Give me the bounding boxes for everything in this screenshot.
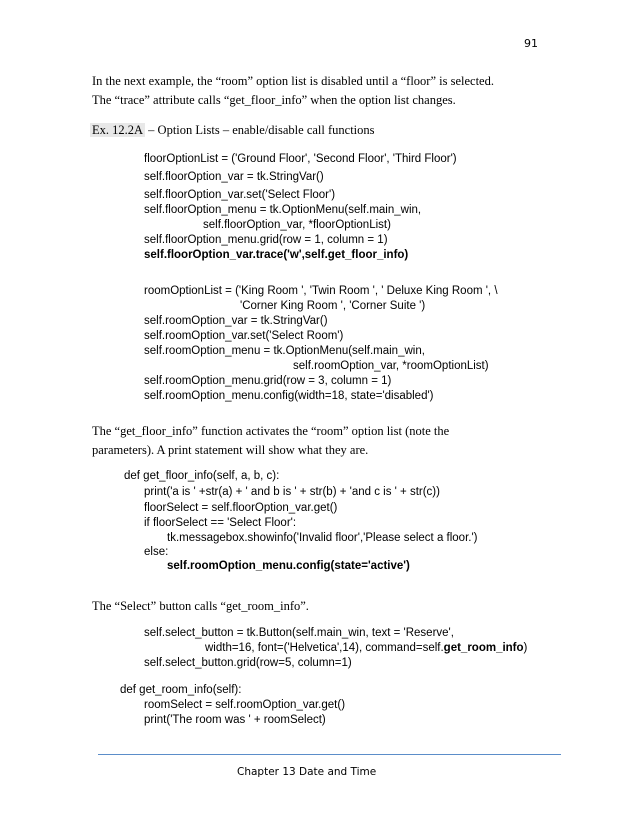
code-line: self.roomOption_var = tk.StringVar() bbox=[144, 315, 328, 327]
code-line: 'Corner King Room ', 'Corner Suite ') bbox=[240, 300, 426, 312]
code-line: tk.messagebox.showinfo('Invalid floor','Please select a floor.') bbox=[167, 532, 478, 544]
para2-line-1: The “get_floor_info” function activates the “room” option list (note the bbox=[92, 424, 450, 438]
code-line: self.roomOption_var.set('Select Room') bbox=[144, 330, 344, 342]
code-line: self.floorOption_menu = tk.OptionMenu(self.main_win, bbox=[144, 204, 422, 216]
code-line: self.roomOption_var, *roomOptionList) bbox=[293, 360, 489, 372]
example-heading bbox=[92, 123, 375, 138]
code-line: else: bbox=[144, 546, 169, 558]
code-line: self.roomOption_menu.grid(row = 3, column = 1) bbox=[144, 375, 392, 387]
code-line: def get_room_info(self): bbox=[120, 684, 242, 696]
code-line-bold: self.roomOption_menu.config(state='active') bbox=[167, 560, 410, 572]
code-line: self.floorOption_var, *floorOptionList) bbox=[203, 219, 391, 231]
code-line: roomOptionList = ('King Room ', 'Twin Room ', ' Deluxe King Room ', \ bbox=[144, 285, 498, 297]
code-line: self.floorOption_var.set('Select Floor') bbox=[144, 189, 336, 201]
code-line: print('The room was ' + roomSelect) bbox=[144, 714, 326, 726]
para3: The “Select” button calls “get_room_info”. bbox=[92, 599, 309, 613]
code-line: self.floorOption_var = tk.StringVar() bbox=[144, 171, 324, 183]
intro-line-2: The “trace” attribute calls “get_floor_info” when the option list changes. bbox=[92, 93, 456, 107]
code-line: self.select_button.grid(row=5, column=1) bbox=[144, 657, 352, 669]
code-line: floorSelect = self.floorOption_var.get() bbox=[144, 502, 338, 514]
code-line: self.floorOption_menu.grid(row = 1, column = 1) bbox=[144, 234, 388, 246]
para2-line-2: parameters). A print statement will show what they are. bbox=[92, 443, 369, 457]
example-title: – Option Lists – enable/disable call functions bbox=[145, 123, 375, 137]
intro-line-1: In the next example, the “room” option list is disabled until a “floor” is selected. bbox=[92, 74, 494, 88]
code-line: print('a is ' +str(a) + ' and b is ' + str(b) + 'and c is ' + str(c)) bbox=[144, 486, 440, 498]
code-line: if floorSelect == 'Select Floor': bbox=[144, 517, 297, 529]
code-line: def get_floor_info(self, a, b, c): bbox=[124, 470, 280, 482]
code-line: width=16, font=('Helvetica',14), command=self.get_room_info) bbox=[205, 642, 528, 654]
code-line: roomSelect = self.roomOption_var.get() bbox=[144, 699, 346, 711]
code-line: self.roomOption_menu.config(width=18, state='disabled') bbox=[144, 390, 434, 402]
page-number: 91 bbox=[524, 37, 538, 50]
code-line: self.select_button = tk.Button(self.main_win, text = 'Reserve', bbox=[144, 627, 454, 639]
code-line: floorOptionList = ('Ground Floor', 'Second Floor', 'Third Floor') bbox=[144, 153, 457, 165]
footer-divider bbox=[98, 754, 561, 755]
example-tag: Ex. 12.2A bbox=[92, 123, 144, 137]
footer-chapter-title: Chapter 13 Date and Time bbox=[237, 766, 377, 778]
code-line: self.roomOption_menu = tk.OptionMenu(self.main_win, bbox=[144, 345, 425, 357]
code-line-bold: self.floorOption_var.trace('w',self.get_floor_info) bbox=[144, 249, 409, 261]
